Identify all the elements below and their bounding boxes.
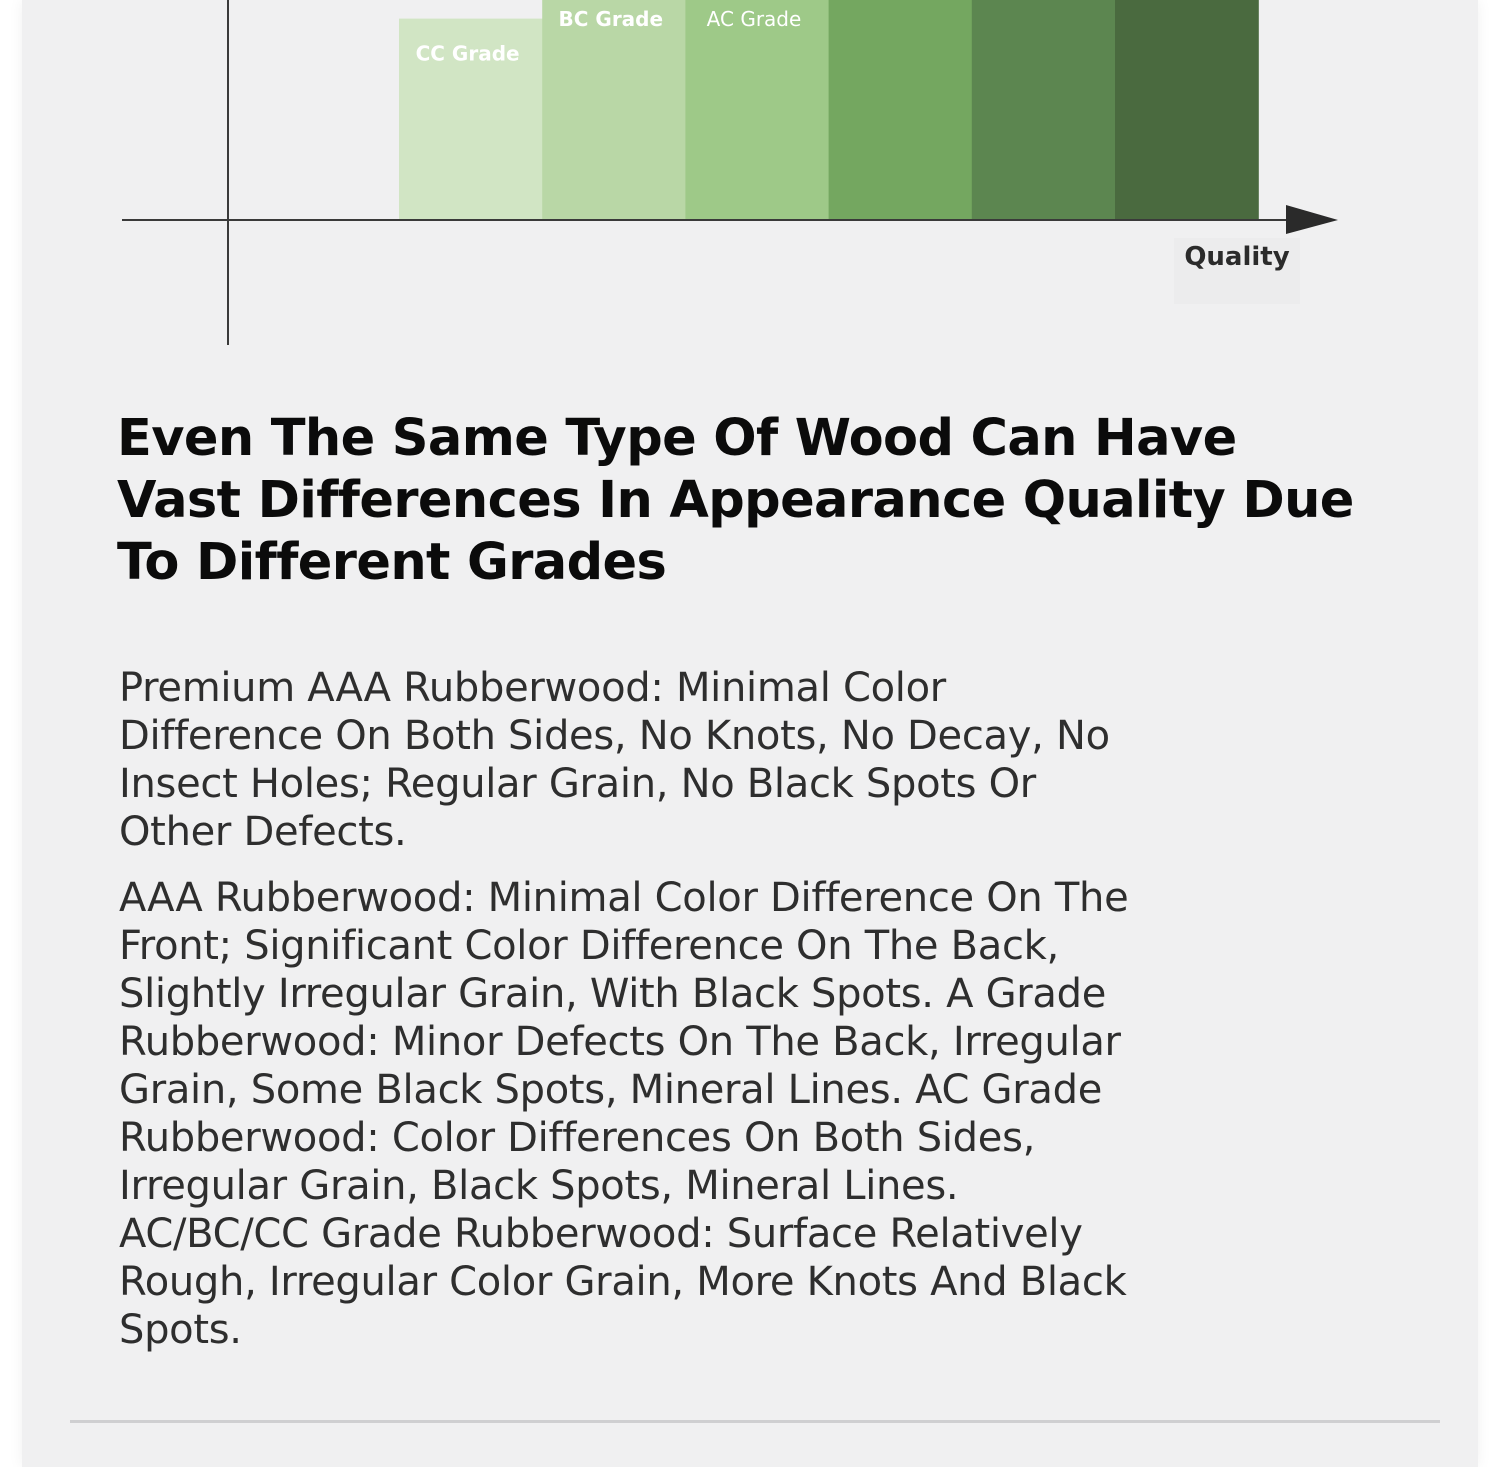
chart-svg [22,0,1478,360]
bar-2 [542,0,686,220]
x-axis-label: Quality [1184,242,1290,272]
bar-3 [685,0,829,220]
bar-label-1: CC Grade [415,41,520,66]
grade-description-others: AAA Rubberwood: Minimal Color Difference On The Front; Significant Color Difference On The Back, Slightly Irregular Grain, With Black Spots. A Grade Rubberwood: Minor Defects On The Back, Irregular Grain, Some Black Spots, Mineral Lines. AC Grade Rubberwood: Color Differences On Both Sides, Irregular Grain, Black Spots, Mineral Lines. AC/BC/CC Grade Rubberwood: Surface Relatively Rough, Irregular Color Grain, More Knots And Black Spots. [119,875,1129,1353]
content-card [22,0,1478,1467]
bar-label-3: AC Grade [706,7,802,31]
bar-label-2: BC Grade [558,7,664,31]
section-divider [70,1420,1440,1423]
bar-4 [829,0,973,220]
grade-quality-chart [22,0,1478,360]
bar-5 [972,0,1116,220]
page-heading: Even The Same Type Of Wood Can Have Vast Differences In Appearance Quality Due To Different Grades [117,409,1354,592]
grade-description-premium: Premium AAA Rubberwood: Minimal Color Difference On Both Sides, No Knots, No Decay, No Insect Holes; Regular Grain, No Black Spots Or Other Defects. [119,665,1110,855]
x-axis-arrowhead [1286,205,1338,234]
bars-group [399,0,1259,220]
bar-6 [1115,0,1259,220]
